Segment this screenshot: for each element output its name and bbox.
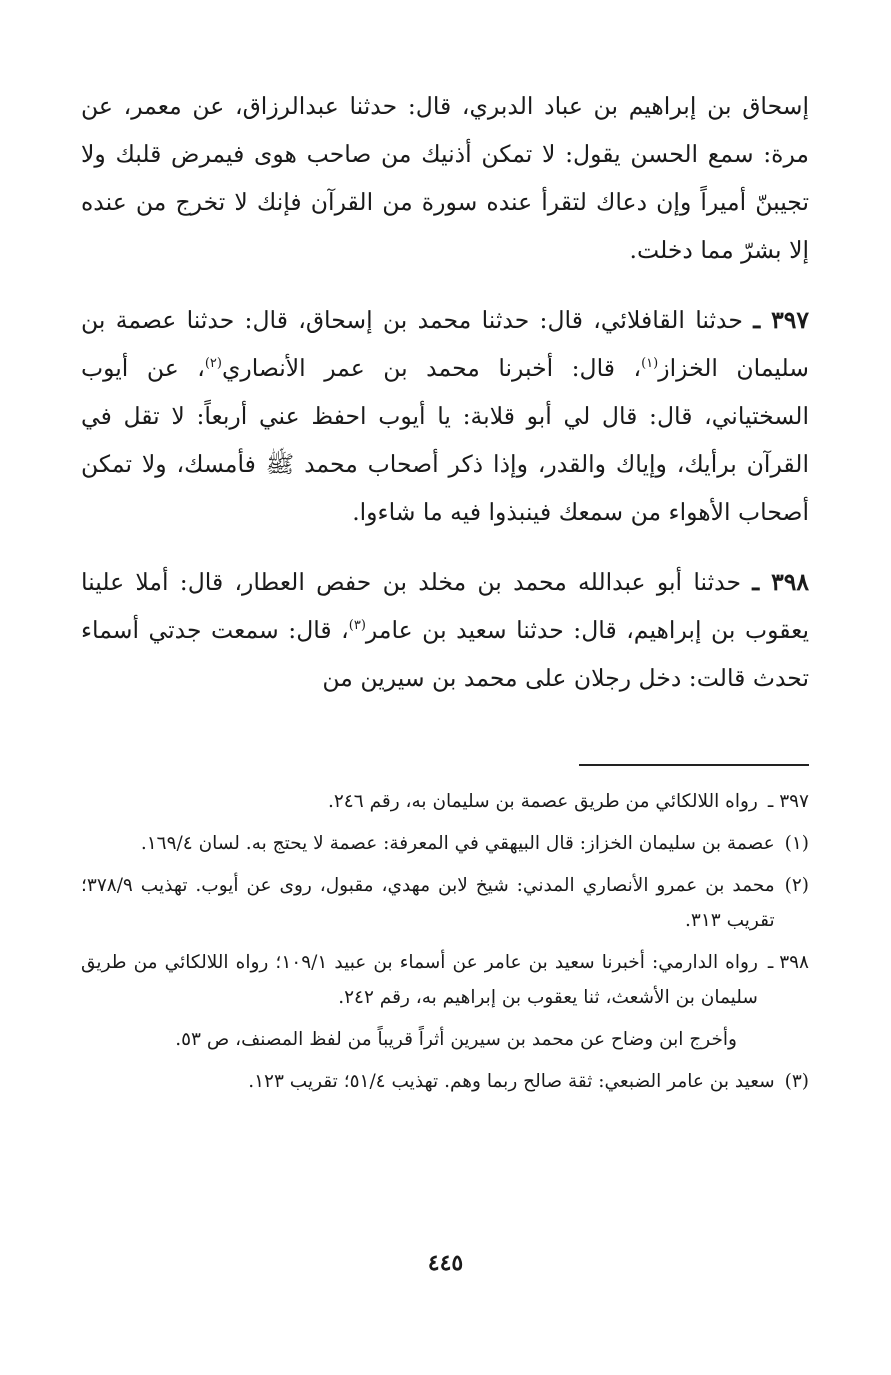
footnote-ref-3[interactable]: (٣) (348, 618, 366, 634)
footnote-2 (81, 868, 809, 938)
footnote-text-397: رواه اللالكائي من طريق عصمة بن سليمان به، رقم ٢٤٦. (327, 791, 758, 812)
paragraph-398-part1: حدثنا أبو عبدالله محمد بن مخلد بن حفص العطار، قال: أملا علينا يعقوب بن إبراهيم، قال: حدثنا سعيد بن عامر (81, 568, 809, 644)
page-number: ٤٤٥ (427, 1250, 464, 1276)
footnote-text-398: رواه الدارمي: أخبرنا سعيد بن عامر عن أسماء بن عبيد ١٠٩/١؛ رواه اللالكائي من طريق سليمان بن الأشعث، ثنا يعقوب بن إبراهيم به، رقم ٢٤٢. (81, 952, 758, 1008)
footnote-marker-2: (٢) (784, 875, 809, 896)
footnote-ref-2[interactable]: (٢) (204, 356, 222, 372)
footnote-398 (81, 945, 809, 1015)
paragraph-397-part2: ، قال: أخبرنا محمد بن عمر الأنصاري (221, 354, 642, 382)
footnote-marker-1: (١) (784, 833, 809, 854)
footnote-marker-397: ٣٩٧ ـ (767, 791, 809, 812)
paragraph-397-part3: ، عن أيوب السختياني، قال: قال لي أبو قلابة: يا أيوب احفظ عني أربعاً: لا تقل في القرآن برأيك، وإياك والقدر، وإذا ذكر أصحاب محمد ﷺ فأمسك، ولا تمكن أصحاب الأهواء من سمعك فينبذوا فيه ما شاءوا. (81, 354, 809, 526)
hadith-number-397: ٣٩٧ ـ (753, 306, 809, 334)
paragraph-397 (81, 296, 809, 536)
footnote-divider (579, 764, 809, 766)
footnote-397 (81, 784, 809, 819)
paragraph-intro (81, 82, 809, 274)
paragraph-intro-text: إسحاق بن إبراهيم بن عباد الدبري، قال: حدثنا عبدالرزاق، عن معمر، عن مرة: سمع الحسن يقول: لا تمكن أذنيك من صاحب هوى فيمرض قلبك ولا تجيبنّ أميراً وإن دعاك لتقرأ عنده سورة من القرآن فإنك لا تخرج من عنده إلا بشرّ مما دخلت. (81, 92, 809, 264)
footnotes-section (81, 784, 809, 1106)
footnote-marker-3: (٣) (784, 1071, 809, 1092)
paragraph-398-part2: ، قال: سمعت جدتي أسماء تحدث قالت: دخل رجلان على محمد بن سيرين من (81, 616, 809, 692)
footnote-text-3: سعيد بن عامر الضبعي: ثقة صالح ربما وهم. تهذيب ٥١/٤؛ تقريب ١٢٣. (248, 1071, 775, 1092)
footnote-marker-398: ٣٩٨ ـ (767, 952, 809, 973)
paragraph-398 (81, 558, 809, 702)
footnote-3 (81, 1064, 809, 1099)
footnote-398-continuation: وأخرج ابن وضاح عن محمد بن سيرين أثراً قريباً من لفظ المصنف، ص ٥٣. (175, 1029, 737, 1050)
footnote-ref-1[interactable]: (١) (641, 356, 659, 372)
paragraph-397-part1: حدثنا القافلائي، قال: حدثنا محمد بن إسحاق، قال: حدثنا عصمة بن سليمان الخزاز (81, 306, 809, 382)
main-text (81, 82, 809, 702)
footnote-text-2: محمد بن عمرو الأنصاري المدني: شيخ لابن مهدي، مقبول، روى عن أيوب. تهذيب ٣٧٨/٩؛ تقريب ٣١٣. (81, 875, 775, 931)
hadith-number-398: ٣٩٨ ـ (752, 568, 809, 596)
footnote-1 (81, 826, 809, 861)
footnote-text-1: عصمة بن سليمان الخزاز: قال البيهقي في المعرفة: عصمة لا يحتج به. لسان ١٦٩/٤. (140, 833, 775, 854)
